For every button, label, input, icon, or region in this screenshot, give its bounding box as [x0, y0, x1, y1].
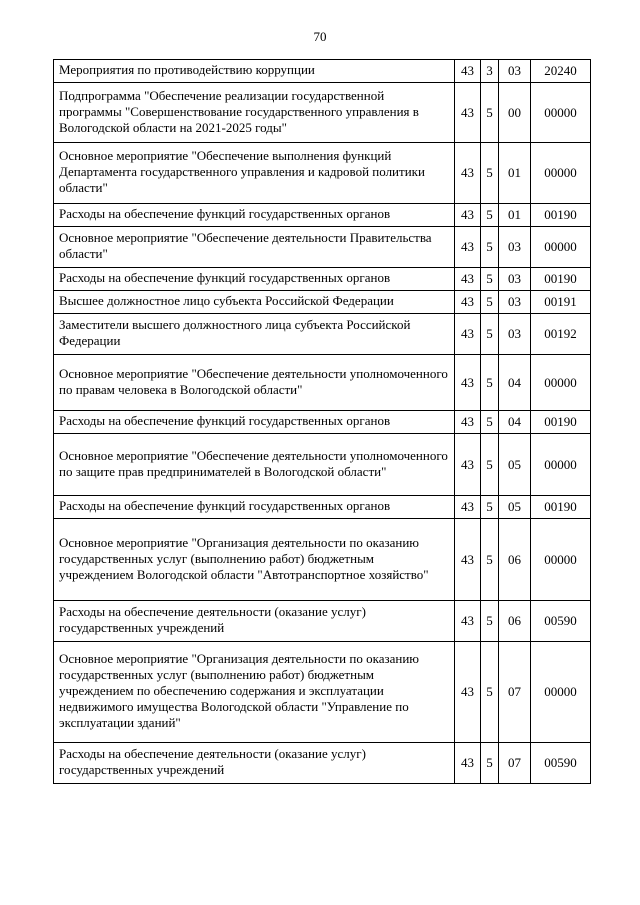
row-code-2-cell: 5 — [481, 496, 499, 519]
row-code-4-cell: 00190 — [531, 496, 591, 519]
row-code-4-cell: 00590 — [531, 743, 591, 784]
row-name-cell: Высшее должностное лицо субъекта Российской Федерации — [54, 291, 455, 314]
table-row — [54, 601, 591, 642]
row-code-3-cell: 07 — [499, 642, 531, 743]
row-code-4-cell: 00000 — [531, 355, 591, 411]
row-code-2-cell: 5 — [481, 601, 499, 642]
table-row — [54, 642, 591, 743]
table-row — [54, 355, 591, 411]
table-row — [54, 496, 591, 519]
row-code-3-cell: 04 — [499, 411, 531, 434]
row-code-2-cell: 5 — [481, 143, 499, 204]
table-row — [54, 743, 591, 784]
table-row — [54, 434, 591, 496]
row-code-3-cell: 03 — [499, 291, 531, 314]
row-name-cell: Основное мероприятие "Организация деятельности по оказанию государственных услуг (выполнению работ) бюджетным учреждением по обеспечению содержания и эксплуатации недвижимого имущества Вологодской области "Управление по эксплуатации зданий" — [54, 642, 455, 743]
row-code-3-cell: 03 — [499, 314, 531, 355]
row-code-3-cell: 03 — [499, 268, 531, 291]
row-code-4-cell: 00000 — [531, 434, 591, 496]
row-code-4-cell: 00000 — [531, 143, 591, 204]
row-code-2-cell: 5 — [481, 434, 499, 496]
row-name-cell: Расходы на обеспечение функций государственных органов — [54, 496, 455, 519]
row-code-3-cell: 03 — [499, 60, 531, 83]
row-code-1-cell: 43 — [455, 355, 481, 411]
row-name-cell: Расходы на обеспечение функций государственных органов — [54, 411, 455, 434]
row-code-3-cell: 01 — [499, 143, 531, 204]
row-code-3-cell: 06 — [499, 519, 531, 601]
row-code-2-cell: 5 — [481, 204, 499, 227]
row-code-2-cell: 5 — [481, 519, 499, 601]
row-code-4-cell: 00190 — [531, 411, 591, 434]
row-code-1-cell: 43 — [455, 143, 481, 204]
table-row — [54, 411, 591, 434]
row-name-cell: Заместители высшего должностного лица субъекта Российской Федерации — [54, 314, 455, 355]
row-code-4-cell: 00000 — [531, 83, 591, 143]
row-code-4-cell: 00191 — [531, 291, 591, 314]
row-name-cell: Основное мероприятие "Обеспечение выполнения функций Департамента государственного управления и кадровой политики области" — [54, 143, 455, 204]
row-name-cell: Основное мероприятие "Обеспечение деятельности уполномоченного по правам человека в Вологодской области" — [54, 355, 455, 411]
page-number: 70 — [313, 29, 327, 44]
row-name-cell: Основное мероприятие "Обеспечение деятельности Правительства области" — [54, 227, 455, 268]
row-code-4-cell: 00190 — [531, 204, 591, 227]
row-code-3-cell: 06 — [499, 601, 531, 642]
row-code-3-cell: 05 — [499, 496, 531, 519]
row-code-2-cell: 5 — [481, 355, 499, 411]
row-code-3-cell: 03 — [499, 227, 531, 268]
table-row — [54, 268, 591, 291]
row-code-2-cell: 5 — [481, 411, 499, 434]
row-code-1-cell: 43 — [455, 314, 481, 355]
row-code-1-cell: 43 — [455, 83, 481, 143]
table-row — [54, 227, 591, 268]
row-name-cell: Мероприятия по противодействию коррупции — [54, 60, 455, 83]
table-row — [54, 143, 591, 204]
row-name-cell: Расходы на обеспечение деятельности (оказание услуг) государственных учреждений — [54, 601, 455, 642]
row-code-4-cell: 00192 — [531, 314, 591, 355]
row-code-1-cell: 43 — [455, 60, 481, 83]
row-code-4-cell: 00000 — [531, 227, 591, 268]
row-name-cell: Расходы на обеспечение функций государственных органов — [54, 268, 455, 291]
row-code-2-cell: 5 — [481, 743, 499, 784]
row-name-cell: Расходы на обеспечение функций государственных органов — [54, 204, 455, 227]
row-code-3-cell: 04 — [499, 355, 531, 411]
row-code-1-cell: 43 — [455, 227, 481, 268]
row-code-3-cell: 07 — [499, 743, 531, 784]
row-code-1-cell: 43 — [455, 743, 481, 784]
row-code-2-cell: 5 — [481, 268, 499, 291]
row-name-cell: Подпрограмма "Обеспечение реализации государственной программы "Совершенствование государственного управления в Вологодской области на 2021-2025 годы" — [54, 83, 455, 143]
row-code-2-cell: 5 — [481, 227, 499, 268]
table-row — [54, 60, 591, 83]
row-code-3-cell: 01 — [499, 204, 531, 227]
row-code-2-cell: 5 — [481, 314, 499, 355]
row-code-4-cell: 00590 — [531, 601, 591, 642]
row-code-4-cell: 00000 — [531, 519, 591, 601]
table-row — [54, 291, 591, 314]
row-code-1-cell: 43 — [455, 642, 481, 743]
table-row — [54, 314, 591, 355]
row-name-cell: Основное мероприятие "Обеспечение деятельности уполномоченного по защите прав предпринимателей в Вологодской области" — [54, 434, 455, 496]
budget-classification-table — [53, 59, 591, 784]
row-code-1-cell: 43 — [455, 291, 481, 314]
row-code-2-cell: 5 — [481, 291, 499, 314]
row-code-1-cell: 43 — [455, 411, 481, 434]
table-row — [54, 519, 591, 601]
row-code-4-cell: 20240 — [531, 60, 591, 83]
row-code-1-cell: 43 — [455, 204, 481, 227]
table-row — [54, 204, 591, 227]
row-name-cell: Расходы на обеспечение деятельности (оказание услуг) государственных учреждений — [54, 743, 455, 784]
row-code-1-cell: 43 — [455, 268, 481, 291]
row-code-1-cell: 43 — [455, 496, 481, 519]
row-code-3-cell: 00 — [499, 83, 531, 143]
row-code-2-cell: 3 — [481, 60, 499, 83]
row-code-2-cell: 5 — [481, 83, 499, 143]
row-code-4-cell: 00190 — [531, 268, 591, 291]
row-code-4-cell: 00000 — [531, 642, 591, 743]
table-row — [54, 83, 591, 143]
row-code-3-cell: 05 — [499, 434, 531, 496]
row-name-cell: Основное мероприятие "Организация деятельности по оказанию государственных услуг (выполнению работ) бюджетным учреждением Вологодской области "Автотранспортное хозяйство" — [54, 519, 455, 601]
row-code-1-cell: 43 — [455, 601, 481, 642]
row-code-1-cell: 43 — [455, 434, 481, 496]
row-code-1-cell: 43 — [455, 519, 481, 601]
row-code-2-cell: 5 — [481, 642, 499, 743]
